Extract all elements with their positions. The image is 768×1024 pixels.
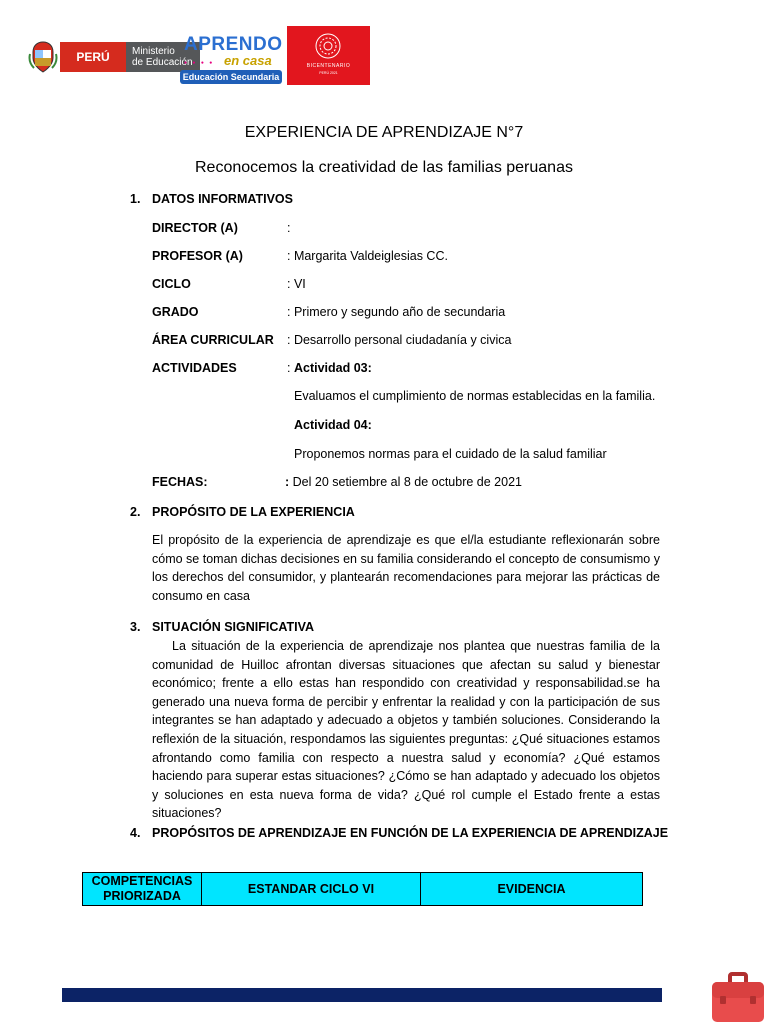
actividad-04-text: Proponemos normas para el cuidado de la salud familiar: [294, 447, 607, 461]
fechas-value: Del 20 setiembre al 8 de octubre de 2021: [292, 475, 522, 489]
table-header-row: [83, 873, 643, 906]
director-label: DIRECTOR (A): [152, 221, 238, 235]
area-curricular-value: : Desarrollo personal ciudadanía y civica: [287, 333, 512, 347]
actividades-colon: [287, 361, 372, 375]
section-1-title: DATOS INFORMATIVOS: [152, 192, 293, 206]
grado-label: GRADO: [152, 305, 199, 319]
table-header-estandar: ESTANDAR CICLO VI: [202, 873, 421, 906]
ministerio-line2: de Educación: [132, 57, 193, 68]
bicentenario-label: BICENTENARIO: [306, 63, 351, 69]
section-2-heading: [130, 505, 355, 519]
section-1-heading: [130, 192, 293, 206]
section-3-number: 3.: [130, 620, 141, 634]
peru-label: PERÚ: [76, 50, 110, 64]
section-1-number: 1.: [130, 192, 141, 206]
section-3-title: SITUACIÓN SIGNIFICATIVA: [152, 620, 315, 634]
section-2-title: PROPÓSITO DE LA EXPERIENCIA: [152, 505, 355, 519]
section-3-heading: [130, 620, 314, 634]
peru-logo: [60, 42, 126, 72]
actividad-04-title: Actividad 04:: [294, 418, 372, 432]
aprendo-label: APRENDO: [184, 34, 283, 55]
section-4-number: 4.: [130, 826, 141, 840]
grado-value: : Primero y segundo año de secundaria: [287, 305, 506, 319]
situacion-paragraph: La situación de la experiencia de aprendizaje nos plantea que nuestras familia de la comunidad de Huilloc afrontan diversas situaciones que afectan su salud y bienestar económico; frente a ello estas han respondido con creatividad y responsabilidad.se ha generado una nueva forma de percibir y enfrentar la realidad y con la participación de sus integrantes se han adaptado y adecuado a objetos y también soluciones. Considerando la reflexión de la situación, respondamos las siguientes preguntas: ¿Qué situaciones estamos afrontando como familia con respecto a nuestra salud y economía? ¿Qué estamos haciendo para superar estas situaciones? ¿Cómo se han adaptado y adecuado los objetos y soluciones en esta nueva forma de vida? ¿Qué rol cumple el Estado frente a estas situaciones?: [152, 639, 660, 821]
section-4-title: PROPÓSITOS DE APRENDIZAJE EN FUNCIÓN DE LA EXPERIENCIA DE APRENDIZAJE: [152, 826, 669, 840]
actividad-03-title: Actividad 03:: [293, 361, 372, 375]
fechas-colon: :: [285, 475, 290, 489]
ministerio-line1: Ministerio: [132, 46, 175, 57]
educacion-secundaria-label: Educación Secundaria: [180, 70, 282, 84]
briefcase-icon: [708, 972, 768, 1024]
propositos-table: [82, 872, 643, 906]
table-header-evidencia: EVIDENCIA: [421, 873, 643, 906]
actividades-colon-mark: :: [287, 361, 291, 375]
header-logos: [28, 26, 388, 86]
aprendo-dots: ● ● ● ●: [184, 60, 215, 66]
proposito-paragraph: El propósito de la experiencia de aprendizaje es que el/la estudiante reflexionarán sobre cómo se toman dichas decisiones en su familia considerando el concepto de consumismo y los derechos del consumidor, y plantearán recomendaciones para mejorar las prácticas de consumo en casa: [152, 533, 660, 603]
section-4-heading: [130, 826, 668, 840]
document-subtitle: Reconocemos la creatividad de las familias peruanas: [195, 159, 573, 176]
actividades-label: ACTIVIDADES: [152, 361, 237, 375]
document-title: EXPERIENCIA DE APRENDIZAJE N°7: [244, 124, 524, 141]
bicentenario-logo: [287, 26, 370, 85]
fechas-label: FECHAS:: [152, 475, 208, 489]
aprendo-en-casa-logo: [180, 34, 286, 84]
area-curricular-label: ÁREA CURRICULAR: [152, 333, 274, 347]
fechas-value-row: [285, 475, 522, 489]
bicentenario-emblem-icon: [314, 32, 342, 60]
director-value: :: [287, 221, 291, 235]
table-header-competencias: COMPETENCIAS PRIORIZADA: [83, 873, 202, 906]
section-2-number: 2.: [130, 505, 141, 519]
ciclo-label: CICLO: [152, 277, 191, 291]
en-casa-label: en casa: [224, 53, 272, 68]
footer-bar: [62, 988, 662, 1002]
profesor-value: : Margarita Valdeiglesias CC.: [287, 249, 448, 263]
bicentenario-sub-label: PERÚ 2021: [319, 71, 338, 75]
coat-of-arms-icon: [28, 40, 58, 74]
ciclo-value: : VI: [287, 277, 306, 291]
actividad-03-text: Evaluamos el cumplimiento de normas establecidas en la familia.: [294, 389, 656, 403]
profesor-label: PROFESOR (A): [152, 249, 243, 263]
